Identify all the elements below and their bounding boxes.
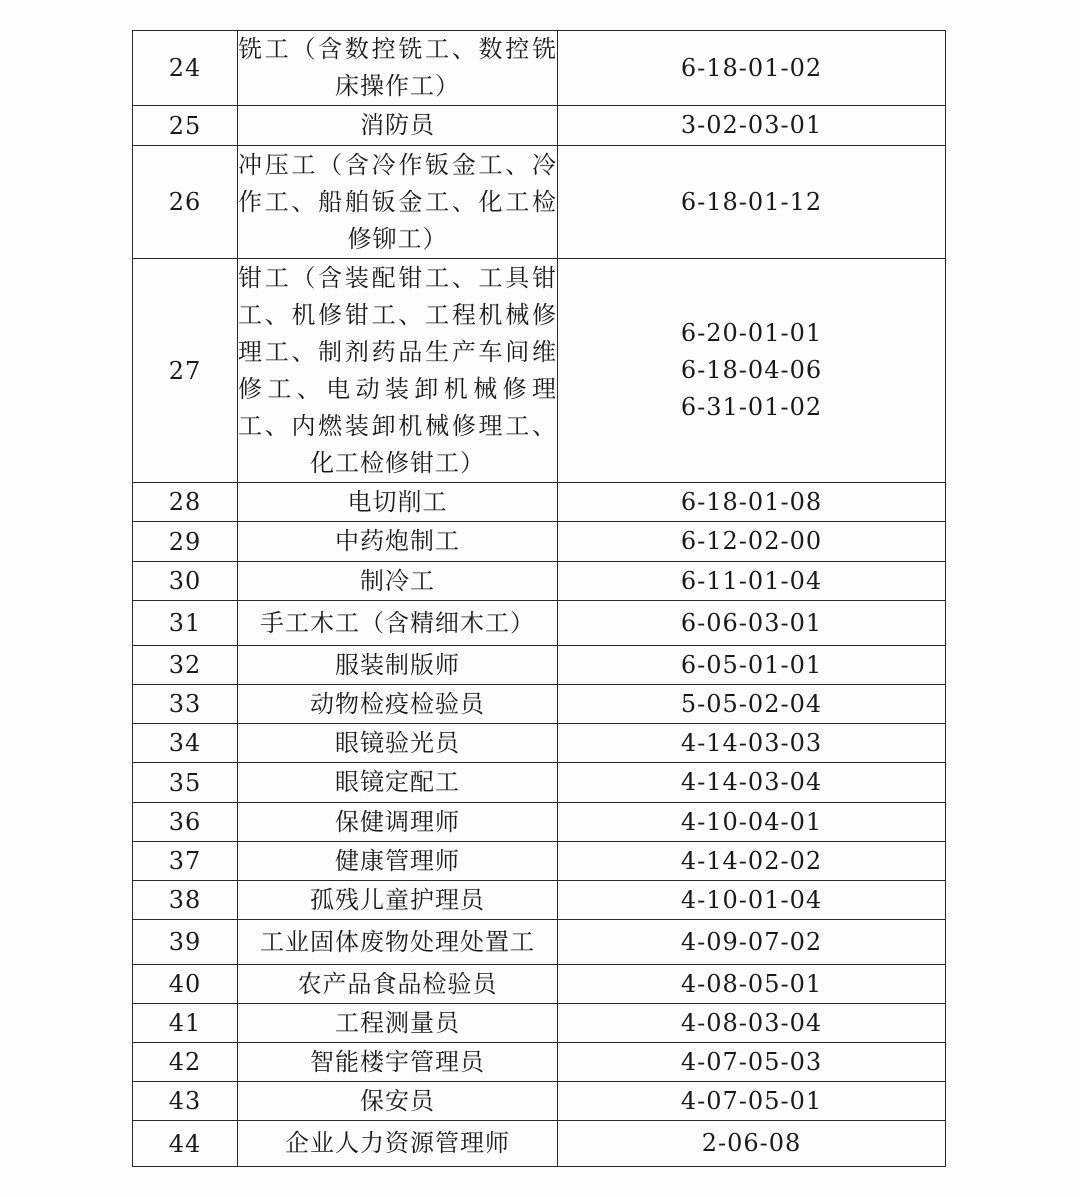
row-number: 26 [133,146,238,259]
occupation-code-cell [558,881,946,920]
occupation-name: 农产品食品检验员 [238,965,558,1004]
occupation-code-cell [558,259,946,483]
row-number: 40 [133,965,238,1004]
row-number: 25 [133,106,238,146]
occupation-code-cell [558,803,946,842]
occupation-name: 企业人力资源管理师 [238,1121,558,1167]
table-row [133,259,946,483]
occupation-code-cell [558,724,946,763]
occupation-table-body [133,31,946,1167]
table-row [133,1121,946,1167]
row-number: 37 [133,842,238,881]
occupation-code-cell [558,763,946,803]
occupation-code: 4-09-07-02 [680,927,823,956]
row-number: 28 [133,483,238,522]
row-number: 35 [133,763,238,803]
occupation-name: 孤残儿童护理员 [238,881,558,920]
table-row [133,842,946,881]
table-row [133,146,946,259]
occupation-name: 健康管理师 [238,842,558,881]
occupation-code-cell [558,1004,946,1043]
occupation-code: 6-31-01-02 [680,393,823,421]
row-number: 33 [133,685,238,724]
occupation-code: 4-07-05-03 [680,1047,823,1076]
occupation-code: 6-11-01-04 [680,566,823,595]
table-row [133,1082,946,1121]
occupation-code: 4-14-02-02 [680,846,823,875]
occupation-code: 6-12-02-00 [680,527,823,555]
occupation-code-cell [558,1082,946,1121]
occupation-code-cell [558,522,946,562]
occupation-code: 6-18-04-06 [680,356,823,384]
occupation-code: 6-18-01-02 [680,53,823,82]
row-number: 36 [133,803,238,842]
occupation-code: 4-10-01-04 [680,885,823,914]
occupation-code: 6-20-01-01 [680,319,823,347]
table-row [133,881,946,920]
occupation-code-cell [558,646,946,685]
table-row [133,724,946,763]
occupation-code-cell [558,920,946,965]
occupation-name: 动物检疫检验员 [238,685,558,724]
occupation-name: 钳工（含装配钳工、工具钳工、机修钳工、工程机械修理工、制剂药品生产车间维修工、电动装卸机械修理工、内燃装卸机械修理工、化工检修钳工） [238,259,558,483]
occupation-name: 服装制版师 [238,646,558,685]
occupation-code-cell [558,601,946,646]
occupation-code: 4-08-03-04 [680,1008,823,1037]
table-row [133,965,946,1004]
occupation-code-cell [558,483,946,522]
row-number: 34 [133,724,238,763]
table-row [133,1043,946,1082]
row-number: 41 [133,1004,238,1043]
table-row [133,803,946,842]
table-row [133,920,946,965]
occupation-name: 冲压工（含冷作钣金工、冷作工、船舶钣金工、化工检修铆工） [238,146,558,259]
occupation-code: 3-02-03-01 [680,111,823,139]
occupation-name: 眼镜验光员 [238,724,558,763]
table-row [133,763,946,803]
occupation-name: 保健调理师 [238,803,558,842]
occupation-name: 制冷工 [238,562,558,601]
row-number: 24 [133,31,238,106]
occupation-code-cell [558,1043,946,1082]
occupation-code: 4-10-04-01 [680,807,823,836]
row-number: 27 [133,259,238,483]
occupation-code: 4-08-05-01 [680,969,823,998]
row-number: 44 [133,1121,238,1167]
occupation-table [132,30,946,1167]
occupation-code-cell [558,965,946,1004]
occupation-name: 中药炮制工 [238,522,558,562]
occupation-name: 消防员 [238,106,558,146]
occupation-code: 4-14-03-03 [680,728,823,757]
table-row [133,562,946,601]
occupation-code: 6-18-01-08 [680,487,823,516]
occupation-name: 保安员 [238,1082,558,1121]
occupation-code: 4-14-03-04 [680,768,823,796]
row-number: 42 [133,1043,238,1082]
table-row [133,522,946,562]
table-row [133,601,946,646]
occupation-code-cell [558,146,946,259]
occupation-code-cell [558,685,946,724]
row-number: 32 [133,646,238,685]
occupation-name: 铣工（含数控铣工、数控铣床操作工） [238,31,558,106]
table-row [133,685,946,724]
row-number: 39 [133,920,238,965]
table-row [133,1004,946,1043]
occupation-code-cell [558,562,946,601]
occupation-code: 4-07-05-01 [680,1086,823,1115]
row-number: 38 [133,881,238,920]
occupation-name: 工业固体废物处理处置工 [238,920,558,965]
occupation-code-cell [558,1121,946,1167]
occupation-code-cell [558,842,946,881]
table-row [133,31,946,106]
row-number: 29 [133,522,238,562]
table-row [133,106,946,146]
row-number: 31 [133,601,238,646]
row-number: 43 [133,1082,238,1121]
occupation-code-cell [558,106,946,146]
occupation-name: 工程测量员 [238,1004,558,1043]
occupation-code-cell [558,31,946,106]
table-row [133,483,946,522]
occupation-code: 5-05-02-04 [680,689,823,718]
occupation-name: 手工木工（含精细木工） [238,601,558,646]
occupation-code: 6-05-01-01 [680,650,823,679]
occupation-code: 6-06-03-01 [680,608,823,637]
occupation-code: 2-06-08 [701,1129,802,1157]
table-row [133,646,946,685]
occupation-code: 6-18-01-12 [680,187,823,216]
occupation-name: 眼镜定配工 [238,763,558,803]
row-number: 30 [133,562,238,601]
occupation-name: 智能楼宇管理员 [238,1043,558,1082]
occupation-name: 电切削工 [238,483,558,522]
